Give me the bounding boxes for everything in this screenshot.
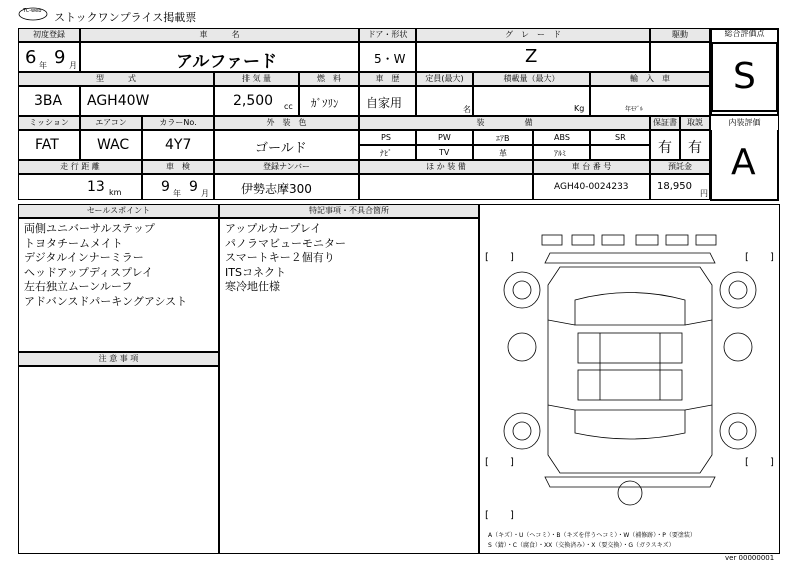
label-fuel: 燃 料 (299, 72, 359, 86)
list-item: スマートキー２個有り (225, 251, 335, 264)
svg-text:]: ] (510, 457, 514, 468)
list-item: 両側ユニバーサルステップ (24, 222, 155, 235)
list-item: デジタルインナーミラー (24, 251, 144, 264)
inspection-cell (142, 174, 214, 200)
equip-ps: PS (381, 133, 391, 142)
drive-cell (650, 42, 710, 72)
door-shape: 5・W (374, 52, 406, 66)
equip-cell (473, 145, 533, 160)
door-shape-cell (359, 42, 416, 72)
svg-text:]: ] (510, 252, 514, 263)
list-item: トヨタチームメイト (24, 236, 123, 250)
label-price: 預託金 (650, 160, 710, 174)
overall-score: S (733, 56, 756, 97)
page-title: ストックワンプライス掲載票 (54, 11, 197, 24)
equip-cell (590, 130, 650, 145)
sales-points-list (24, 222, 187, 309)
car-name-cell (80, 42, 359, 72)
svg-text:]: ] (510, 510, 514, 521)
label-import: 輸 入 車 (590, 72, 710, 86)
grade-cell (416, 42, 650, 72)
label-drive: 駆動 (650, 28, 710, 42)
plate-cell (214, 174, 359, 200)
label-load: 積載量（最大） (473, 72, 590, 86)
load-cell (473, 86, 590, 116)
interior-score-box (711, 130, 778, 200)
equip-cell (416, 145, 473, 160)
capacity-unit: 名 (463, 105, 471, 114)
list-item: アップルカープレイ (225, 222, 322, 235)
svg-text:[: [ (485, 252, 489, 263)
price-cell (650, 174, 710, 200)
manual-cell (680, 130, 710, 160)
svg-text:[: [ (745, 252, 749, 263)
warranty-cell (650, 130, 680, 160)
equip-cell (473, 130, 533, 145)
exterior-cell (214, 130, 359, 160)
mileage-cell (18, 174, 142, 200)
damage-legend-line1: A（キズ）・U（ヘコミ）・B（キズを伴うヘコミ）・W（補修跡）・P（要塗装） (488, 532, 696, 539)
car-diagram-box (479, 204, 780, 554)
equip-leather: 革 (499, 149, 507, 158)
price: 18,950 (657, 181, 692, 192)
label-equipment: 装 備 (359, 116, 650, 130)
year-model-unit: 年ﾓﾃﾞﾙ (625, 106, 644, 113)
label-warranty: 保証書 (650, 116, 680, 130)
special-notes-box (219, 218, 479, 554)
fuel-cell (299, 86, 359, 116)
price-unit: 円 (700, 189, 708, 198)
label-mileage: 走 行 距 離 (18, 160, 142, 174)
label-grade: グ レ ー ド (416, 28, 650, 42)
list-item: 左右独立ムーンルーフ (24, 280, 133, 293)
equip-navi: ﾅﾋﾞ (380, 149, 392, 158)
car-name: アルファード (176, 52, 277, 72)
color-no-cell (142, 130, 214, 160)
label-first-reg: 初度登録 (18, 28, 80, 42)
label-interior: 内装評価 (711, 114, 778, 130)
chassis-number: AGH40-0024233 (554, 182, 629, 192)
mission-cell (18, 130, 80, 160)
manual: 有 (688, 140, 702, 156)
equip-sr: SR (615, 133, 626, 142)
label-color-no: カラーNo. (142, 116, 214, 130)
label-capacity: 定員(最大) (416, 72, 473, 86)
label-exterior: 外 装 色 (214, 116, 359, 130)
first-reg-day: 9 (54, 47, 66, 68)
list-item: ヘッドアップディスプレイ (24, 265, 154, 279)
label-aircon: エアコン (80, 116, 142, 130)
label-displacement: 排 気 量 (214, 72, 299, 86)
displacement: 2,500 (233, 93, 274, 109)
logo (18, 6, 48, 20)
inspection-year: 9 (161, 179, 170, 195)
displacement-unit: cc (284, 102, 293, 111)
equip-alumi: ｱﾙﾐ (554, 149, 566, 158)
load-unit: Kg (574, 104, 585, 113)
first-reg-month-unit: 年 (39, 61, 47, 70)
label-mission: ミッション (18, 116, 80, 130)
mission: FAT (35, 137, 59, 153)
logo-text: TC-web (23, 8, 42, 14)
other-equip-cell (359, 174, 533, 200)
equip-airbag: ｴｱB (496, 134, 510, 143)
mileage-unit: km (109, 188, 122, 197)
equip-cell (533, 130, 590, 145)
label-car-name: 車 名 (80, 28, 359, 42)
label-special-notes: 特記事項・不具合箇所 (219, 204, 479, 218)
import-cell (590, 86, 710, 116)
svg-text:]: ] (770, 457, 774, 468)
model-prefix: 3BA (34, 93, 63, 109)
sales-points-box (18, 218, 219, 352)
fuel: ｶﾞｿﾘﾝ (311, 97, 339, 110)
model-code: AGH40W (87, 93, 150, 109)
label-inspection: 車 検 (142, 160, 214, 174)
mileage: 13 (87, 179, 105, 195)
label-model: 型 式 (18, 72, 214, 86)
equip-cell (590, 145, 650, 160)
model-prefix-cell (18, 86, 80, 116)
label-door-shape: ドア・形状 (359, 28, 416, 42)
model-code-cell (80, 86, 214, 116)
first-reg-day-unit: 月 (69, 61, 77, 70)
inspection-month-unit: 月 (201, 189, 209, 198)
list-item: 寒冷地仕様 (225, 280, 280, 293)
equip-cell (359, 130, 416, 145)
exterior-color: ゴールド (255, 141, 307, 156)
capacity-cell (416, 86, 473, 116)
equip-cell (359, 145, 416, 160)
aircon-cell (80, 130, 142, 160)
history: 自家用 (366, 96, 403, 110)
equip-pw: PW (438, 133, 451, 142)
equip-abs: ABS (554, 133, 570, 142)
chassis-cell (533, 174, 650, 200)
version: ver 00000001 (725, 554, 775, 562)
inspection-month: 9 (189, 179, 198, 195)
label-overall: 総合評価点 (711, 28, 778, 42)
svg-text:[: [ (745, 457, 749, 468)
grade: Z (525, 46, 538, 67)
list-item: パノラマビューモニター (225, 236, 346, 250)
equip-tv: TV (439, 148, 450, 157)
car-diagram (480, 205, 779, 530)
label-plate: 登録ナンバー (214, 160, 359, 174)
label-other-equip: ほ か 装 備 (359, 160, 533, 174)
list-item: アドバンスドパーキングアシスト (24, 294, 188, 308)
inspection-year-unit: 年 (173, 189, 181, 198)
label-chassis: 車 台 番 号 (533, 160, 650, 174)
displacement-cell (214, 86, 299, 116)
interior-score: A (731, 142, 756, 183)
label-history: 車 歴 (359, 72, 416, 86)
special-notes-list (225, 222, 346, 295)
label-manual: 取説 (680, 116, 710, 130)
svg-text:]: ] (770, 252, 774, 263)
caution-box (18, 366, 219, 554)
damage-legend-line2: S（錆）・C（腐食）・XX（交換済み）・X（要交換）・G（ガラスキズ） (488, 542, 675, 549)
equip-cell (416, 130, 473, 145)
color-no: 4Y7 (165, 137, 192, 153)
list-item: ITSコネクト (225, 265, 286, 279)
svg-text:[: [ (485, 510, 489, 521)
first-reg-month: 6 (25, 47, 37, 68)
svg-text:[: [ (485, 457, 489, 468)
history-cell (359, 86, 416, 116)
label-sales-points: セールスポイント (18, 204, 219, 218)
equip-cell (533, 145, 590, 160)
warranty: 有 (658, 140, 672, 156)
aircon: WAC (97, 137, 130, 153)
plate: 伊勢志摩300 (241, 182, 312, 196)
first-reg-cell (18, 42, 80, 72)
label-caution: 注 意 事 項 (18, 352, 219, 366)
